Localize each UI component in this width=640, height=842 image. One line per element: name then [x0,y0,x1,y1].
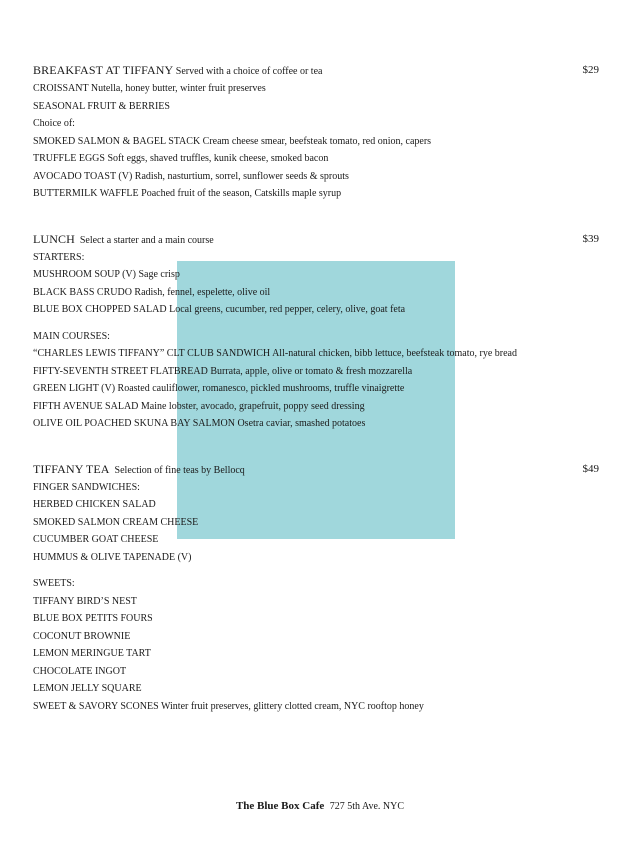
menu-line: HERBED CHICKEN SALAD [33,499,156,510]
menu-line: MAIN COURSES: [33,330,110,342]
tea-title: TIFFANY TEA [33,461,110,476]
breakfast-title: BREAKFAST AT TIFFANY [33,63,174,77]
menu-line: STARTERS: [33,251,85,263]
lunch-price: $39 [582,232,599,245]
breakfast-price: $29 [582,64,599,76]
footer [0,800,640,812]
menu-line: AVOCADO TOAST (V) Radish, nasturtium, sorrel, sunflower seeds & sprouts [33,170,349,182]
breakfast-desc: Served with a choice of coffee or tea [175,66,323,77]
menu-line: CHOCOLATE INGOT [33,665,127,677]
breakfast-section [33,61,599,203]
cafe-name: The Blue Box Cafe [235,800,325,812]
menu-line: SWEET & SAVORY SCONES Winter fruit preserves, glittery clotted cream, NYC rooftop honey [33,700,424,712]
menu-line: SMOKED SALMON CREAM CHEESE [33,516,199,528]
menu-line: OLIVE OIL POACHED SKUNA BAY SALMON Osetra caviar, smashed potatoes [33,418,366,429]
menu-line: BLUE BOX CHOPPED SALAD Local greens, cucumber, red pepper, celery, olive, goat feta [33,304,406,315]
menu-line: CUCUMBER GOAT CHEESE [33,534,159,545]
menu-line: LEMON MERINGUE TART [33,648,151,659]
menu-line: MUSHROOM SOUP (V) Sage crisp [33,269,180,280]
menu-line: SEASONAL FRUIT & BERRIES [33,100,170,112]
menu-line: FIFTY-SEVENTH STREET FLATBREAD Burrata, apple, olive or tomato & fresh mozzarella [33,365,413,377]
tea-desc: Selection of fine teas by Bellocq [114,464,245,476]
menu-line: FINGER SANDWICHES: [33,481,140,493]
menu-line: GREEN LIGHT (V) Roasted cauliflower, romanesco, pickled mushrooms, truffle vinaigrette [33,383,405,394]
tea-header [33,460,599,479]
menu-line: FIFTH AVENUE SALAD Maine lobster, avocado, grapefruit, poppy seed dressing [33,400,365,412]
menu-line: “CHARLES LEWIS TIFFANY” CLT CLUB SANDWICH All-natural chicken, bibb lettuce, beefsteak tomato, rye bread [33,348,517,359]
menu-line: Choice of: [33,118,75,129]
breakfast-header [33,61,599,80]
menu-line: COCONUT BROWNIE [33,630,131,642]
lunch-title: LUNCH [33,231,75,246]
menu-line: HUMMUS & OLIVE TAPENADE (V) [33,551,192,563]
menu-line: SMOKED SALMON & BAGEL STACK Cream cheese smear, beefsteak tomato, red onion, capers [33,135,432,147]
menu-line: TRUFFLE EGGS Soft eggs, shaved truffles, kunik cheese, smoked bacon [33,153,329,164]
menu [33,61,599,715]
menu-line: CROISSANT Nutella, honey butter, winter fruit preserves [33,83,266,94]
lunch-desc: Select a starter and a main course [79,234,214,246]
lunch-header [33,230,599,249]
menu-line: LEMON JELLY SQUARE [33,683,142,694]
lunch-section [33,230,599,433]
menu-line: BLUE BOX PETITS FOURS [33,613,153,624]
menu-line: SWEETS: [33,578,75,589]
menu-line: BLACK BASS CRUDO Radish, fennel, espelette, olive oil [33,286,271,298]
tea-price: $49 [582,462,599,475]
tea-section [33,460,599,716]
menu-line: BUTTERMILK WAFFLE Poached fruit of the season, Catskills maple syrup [33,188,342,199]
menu-line: TIFFANY BIRD’S NEST [33,595,137,607]
cafe-address: 727 5th Ave. NYC [329,801,405,812]
